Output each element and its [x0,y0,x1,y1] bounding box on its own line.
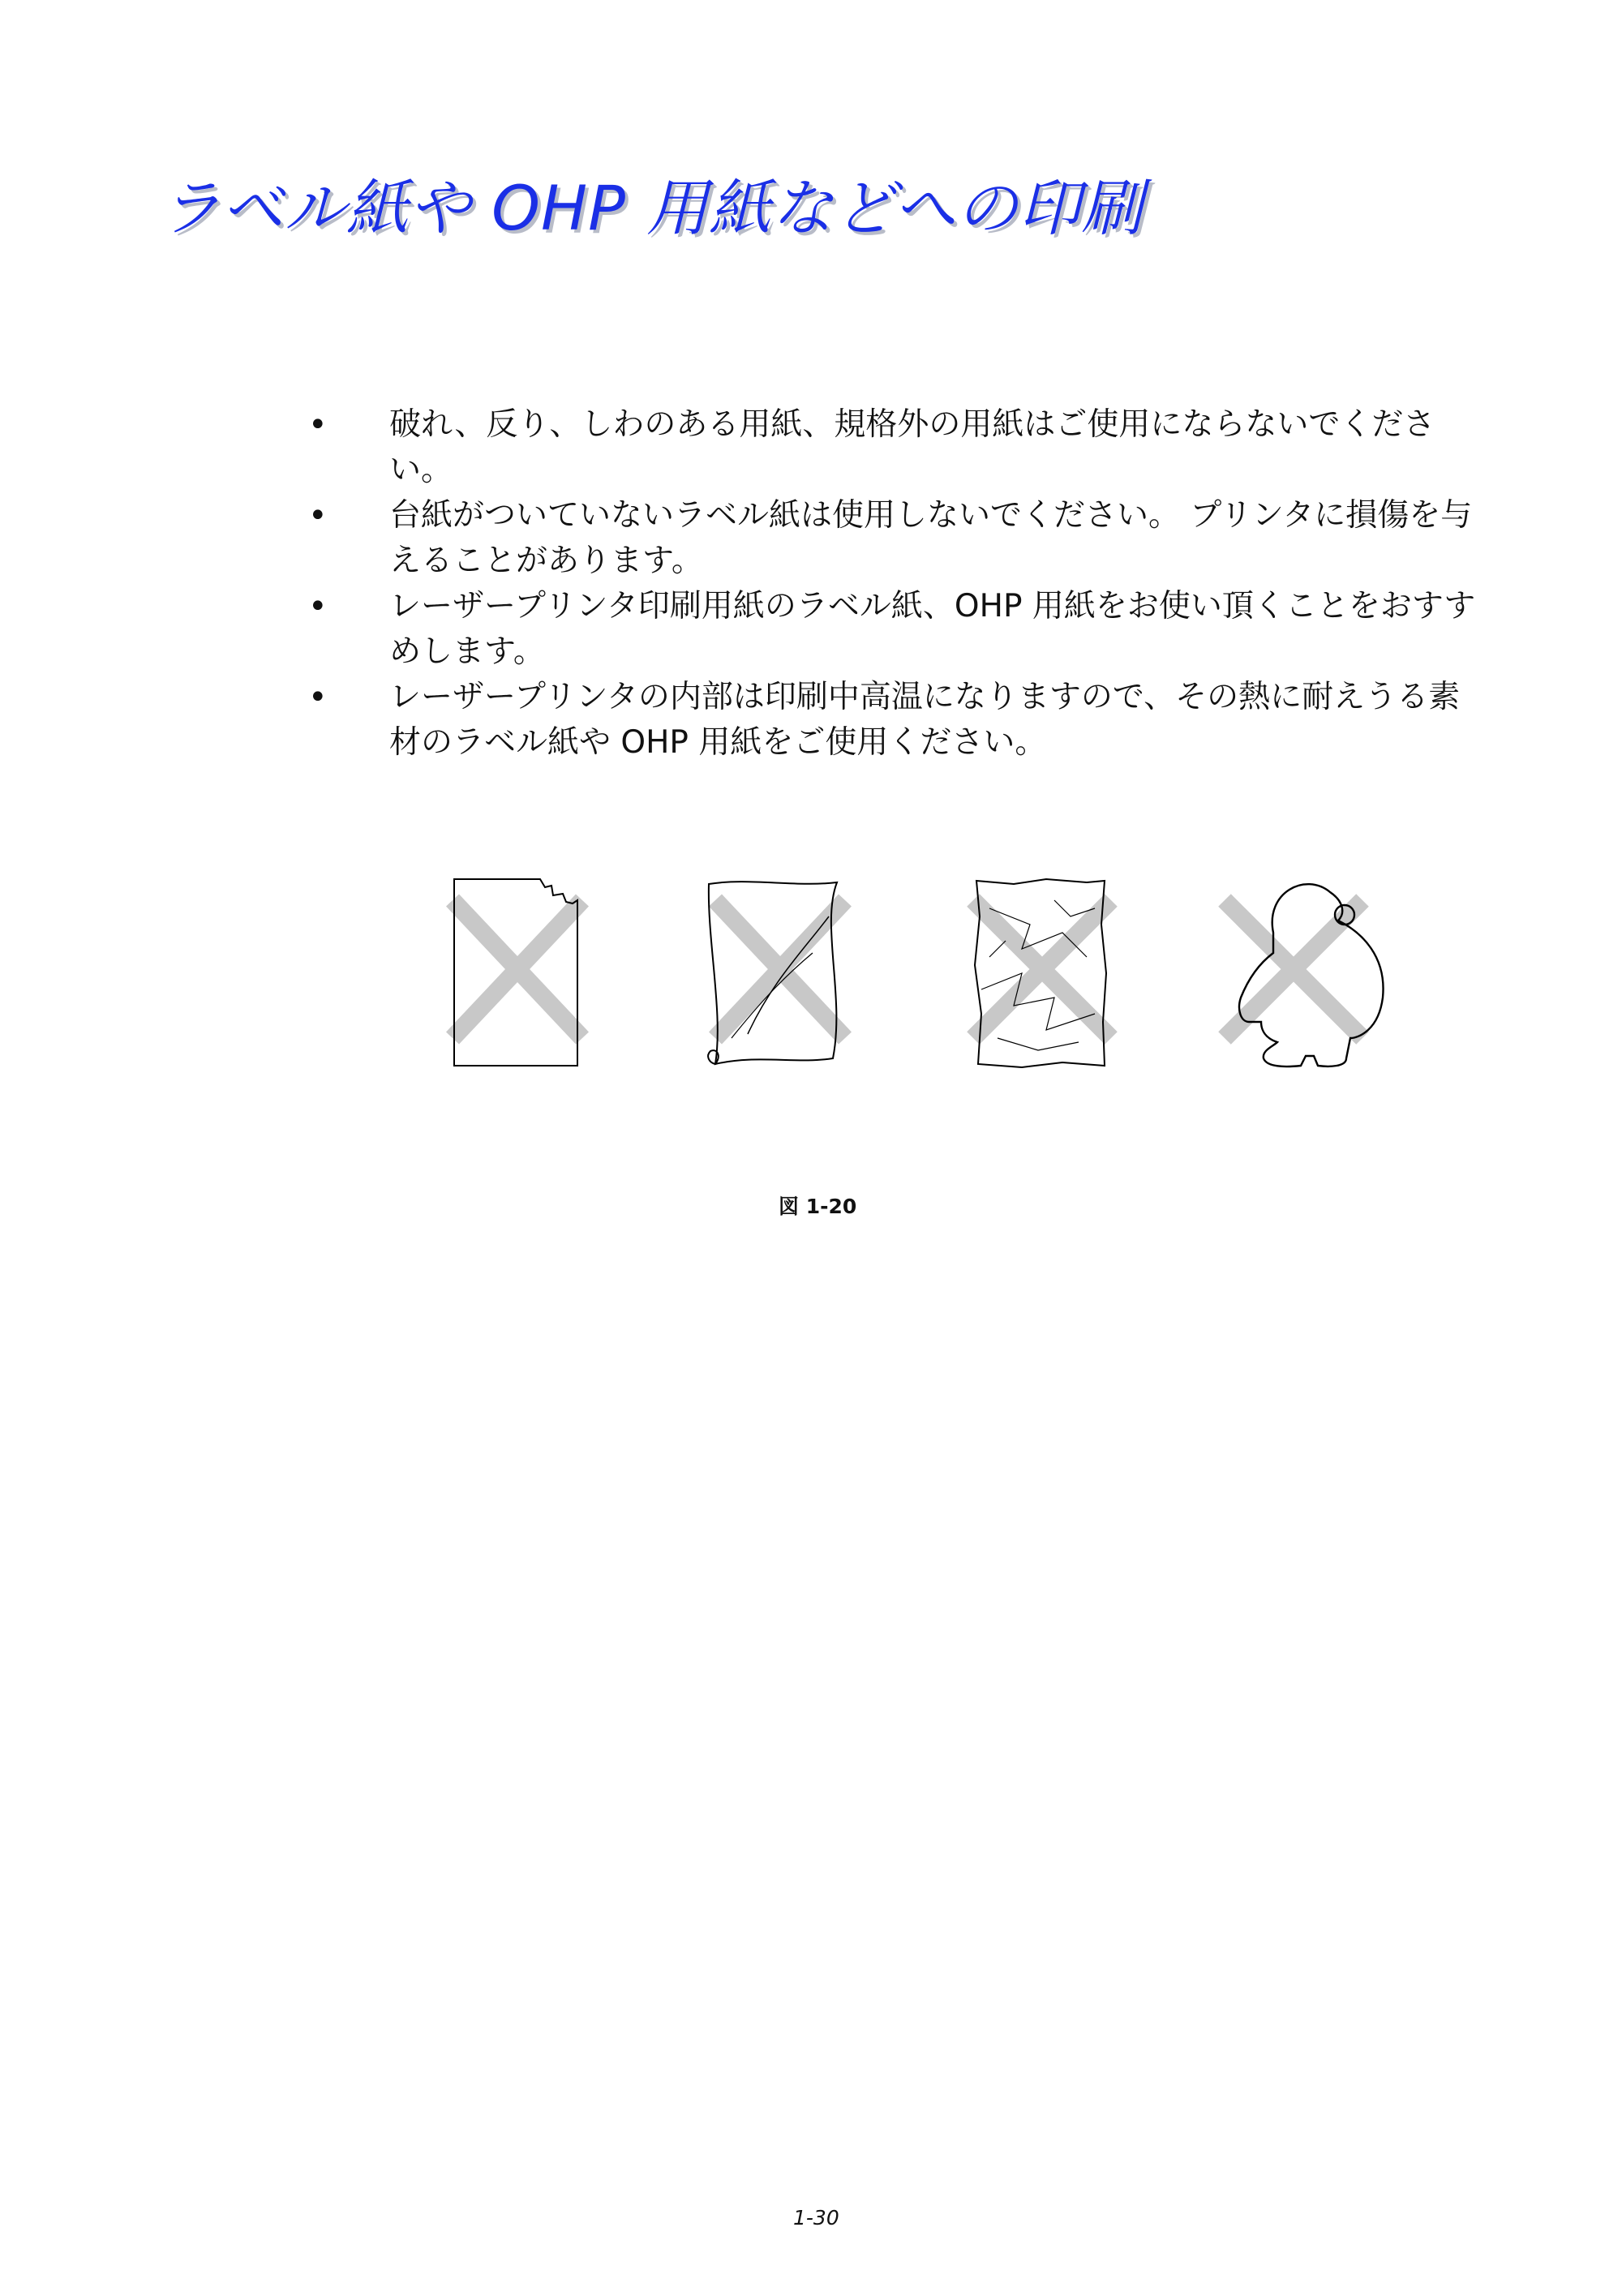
curled-paper-icon [699,876,861,1071]
page-number: 1-30 [793,2206,839,2229]
figure-caption: 図 1-20 [779,1195,857,1218]
page-title: ラベル紙や OHP 用紙などへの印刷 [159,172,1144,244]
unusable-paper-figure [0,860,1622,1079]
list-item: • レーザープリンタ印刷用紙のラベル紙、OHP 用紙をお使い頂くことをおすすめします。 [308,584,1484,675]
torn-paper-icon [444,876,590,1071]
caution-list [308,402,1484,766]
list-item: • レーザープリンタの内部は印刷中高温になりますので、その熱に耐えうる素材のラベル紙や OHP 用紙をご使用ください。 [308,675,1484,766]
list-item: • 破れ、反り、しわのある用紙、規格外の用紙はご使用にならないでください。 [308,402,1484,493]
wrinkled-paper-icon [965,876,1119,1071]
list-item: • 台紙がついていないラベル紙は使用しないでください。 プリンタに損傷を与えることがあります。 [308,493,1484,584]
die-cut-shape-icon [1216,876,1395,1071]
